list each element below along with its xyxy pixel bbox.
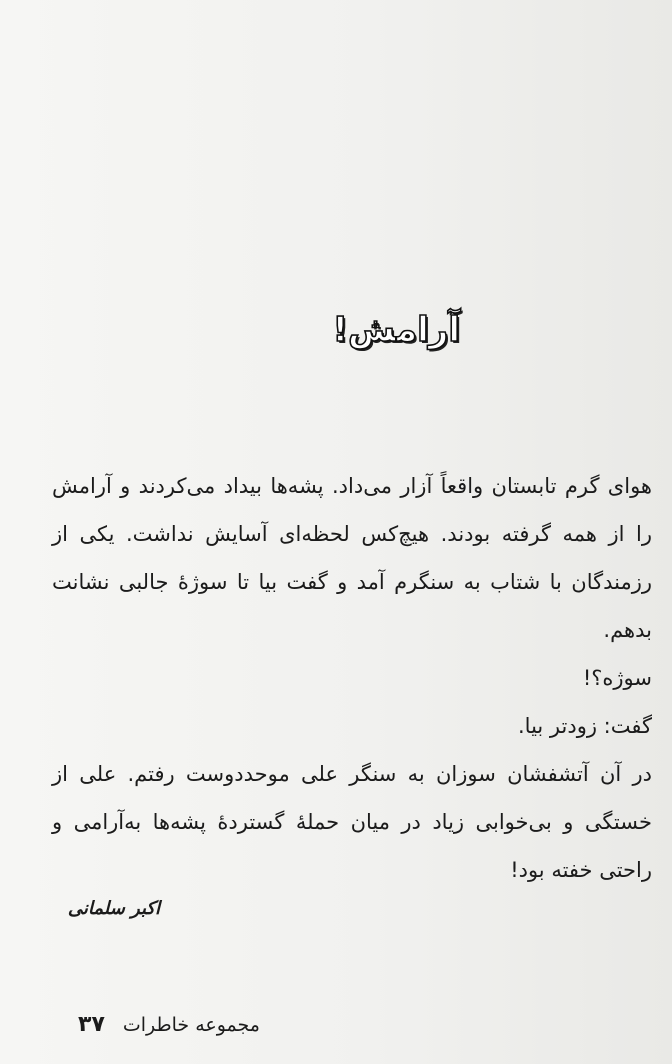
paragraph: سوژه؟! bbox=[582, 666, 652, 690]
story-body bbox=[52, 462, 652, 894]
paragraph: گفت: زودتر بیا. bbox=[518, 714, 652, 738]
book-title: مجموعه خاطرات bbox=[122, 1014, 260, 1036]
paragraph: هوای گرم تابستان واقعاً آزار می‌داد. پشه‌ها بیداد می‌کردند و آرامش را از همه گرفته بودند. هیچ‌کس لحظه‌ای آسایش نداشت. یکی از رزمندگان با شتاب به سنگرم آمد و گفت بیا تا سوژهٔ جالبی نشانت بدهم. bbox=[52, 474, 652, 642]
author-name: اکبر سلمانی bbox=[67, 898, 160, 919]
page-footer bbox=[78, 1012, 260, 1037]
page-number: ۳۷ bbox=[78, 1012, 105, 1037]
paragraph: در آن آتشفشان سوزان به سنگر علی موحددوست رفتم. علی از خستگی و بی‌خوابی زیاد در میان حملهٔ گستردهٔ پشه‌ها به‌آرامی و راحتی خفته بود! bbox=[52, 762, 652, 882]
story-title: آرامش! bbox=[332, 310, 460, 350]
bleed-through-text bbox=[60, 190, 660, 226]
